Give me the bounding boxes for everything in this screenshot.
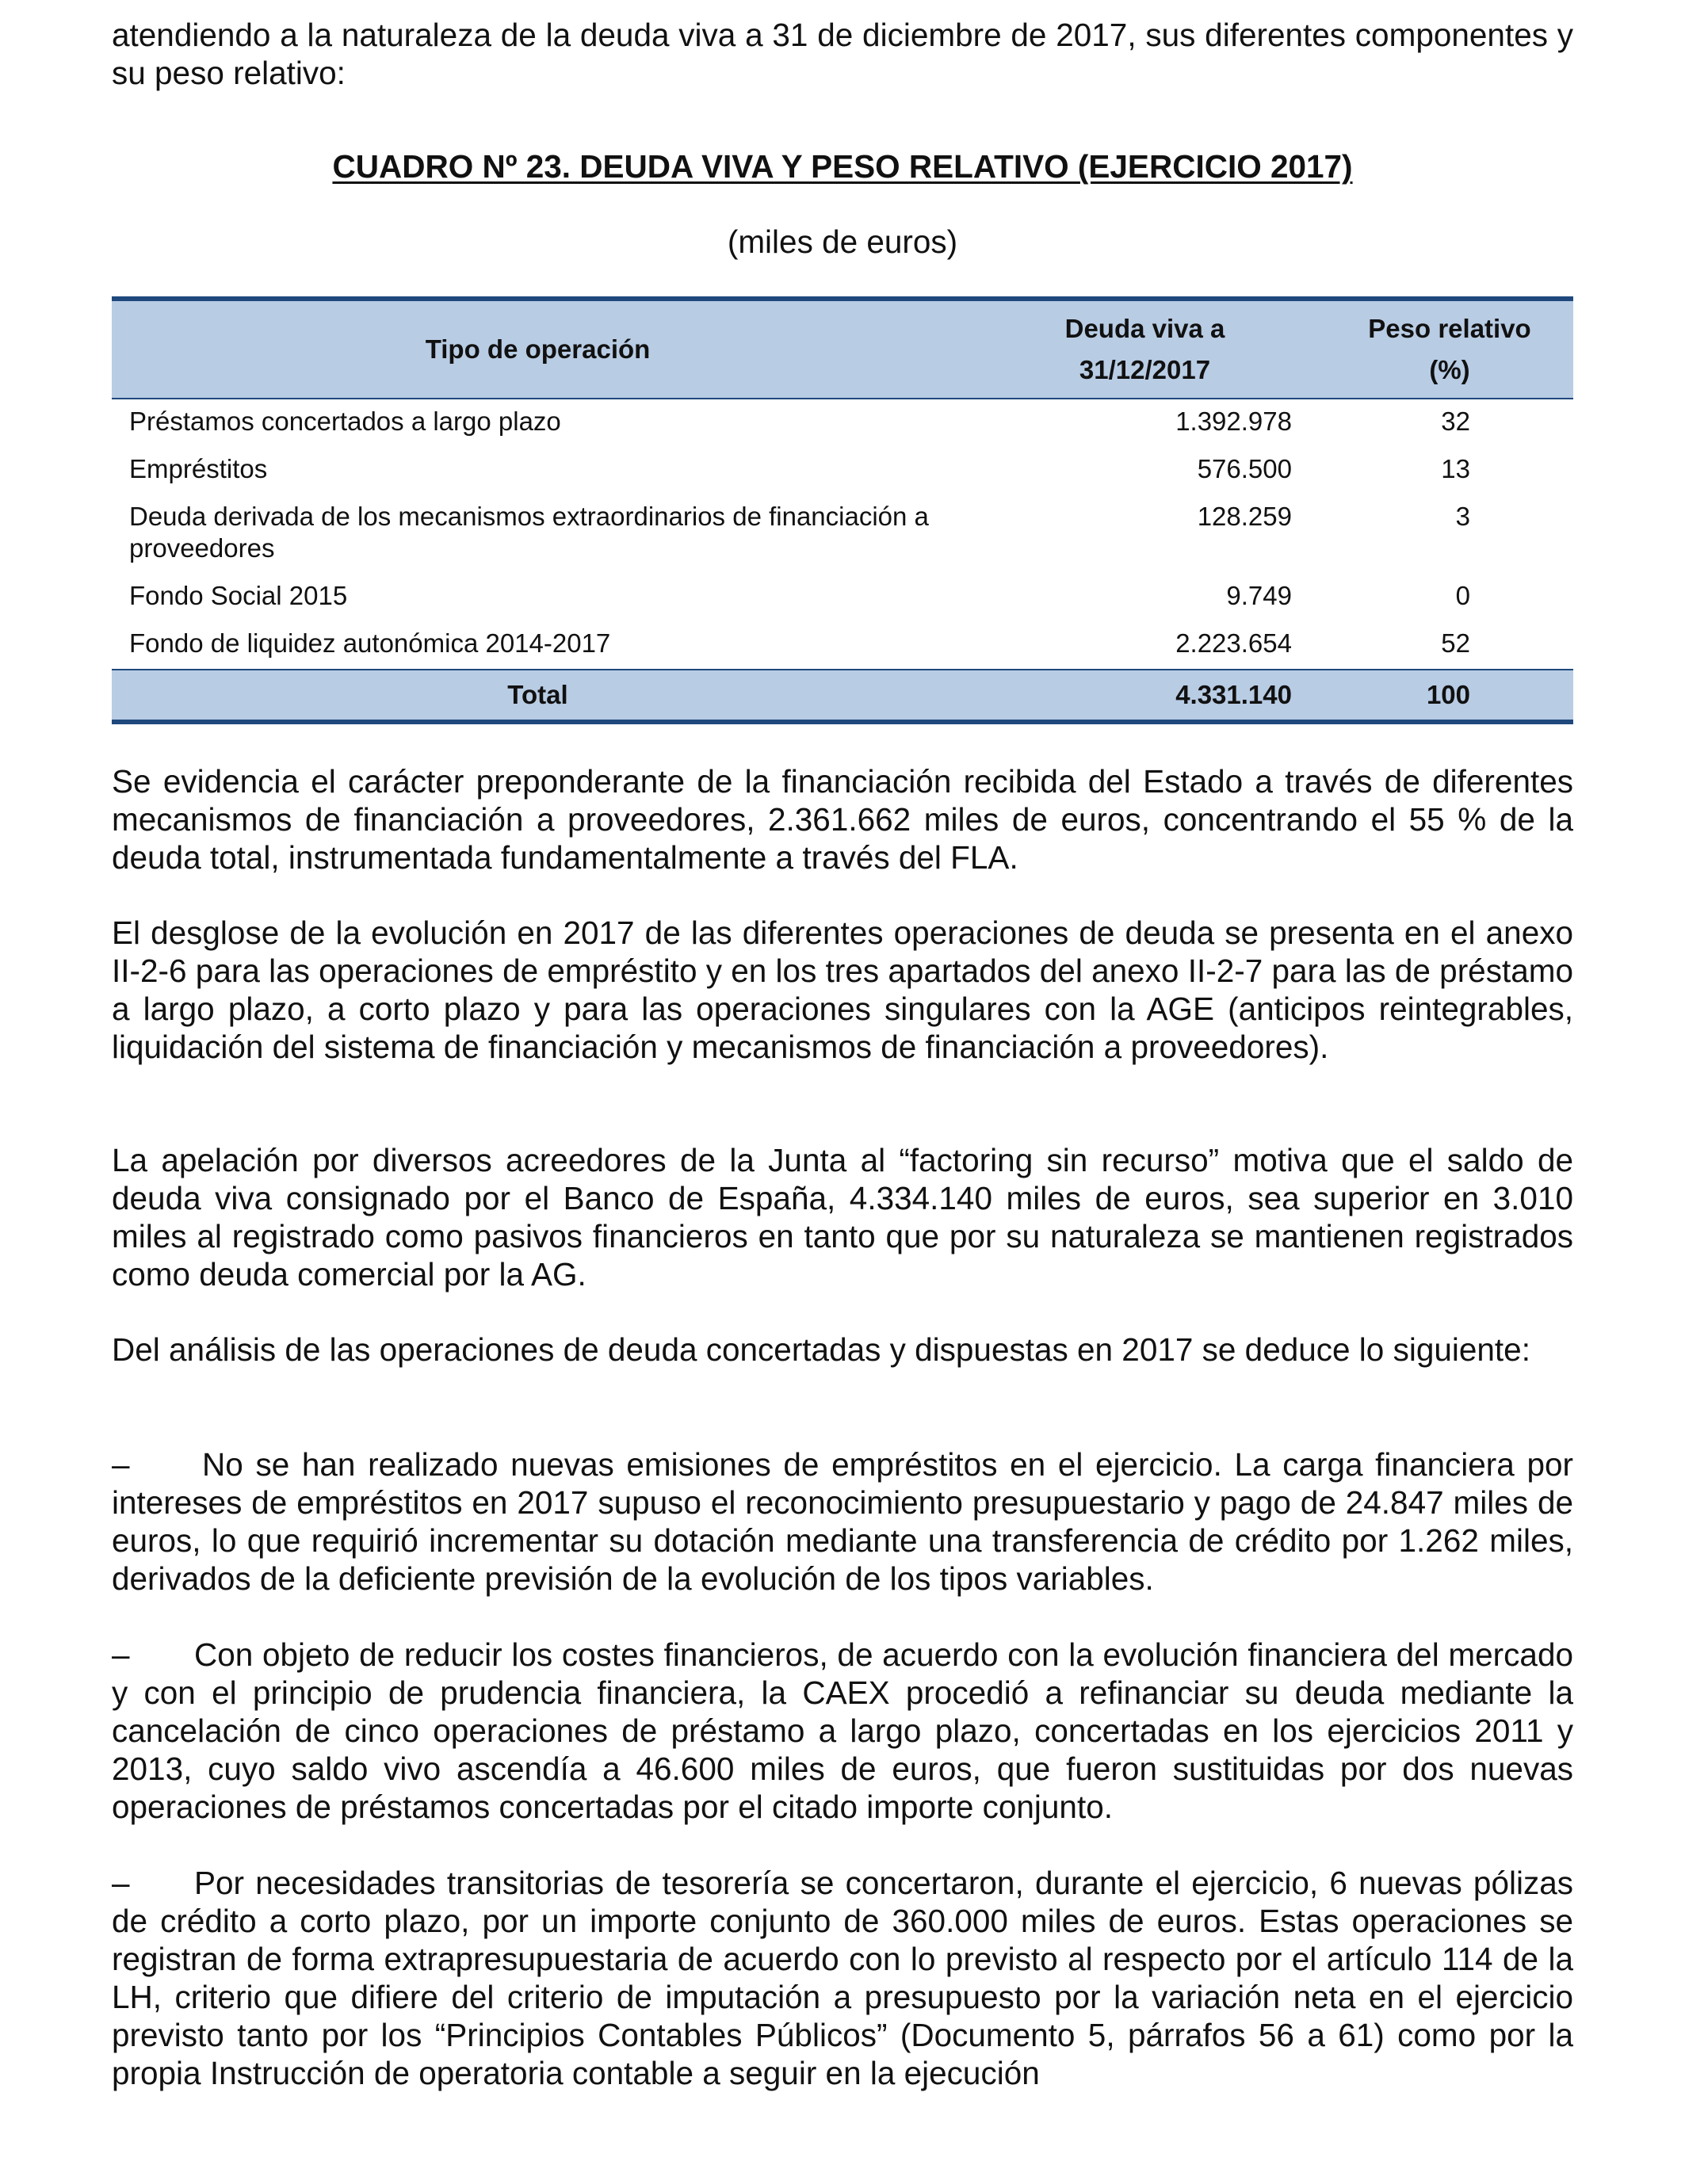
- header-weight-line2: (%): [1429, 355, 1470, 384]
- table-row: [112, 447, 1573, 494]
- row-weight: 52: [1441, 628, 1470, 658]
- total-label: Total: [112, 670, 964, 722]
- row-debt: 128.259: [1197, 502, 1292, 531]
- table-row: [112, 494, 1573, 574]
- row-weight: 32: [1441, 407, 1470, 436]
- table-unit: (miles de euros): [727, 223, 958, 260]
- table-total-row: [112, 670, 1573, 722]
- table-row: [112, 621, 1573, 670]
- paragraph-factoring: La apelación por diversos acreedores de la Junta al “factoring sin recurso” motiva que el saldo de deuda viva consignado por el Banco de España, 4.334.140 miles de euros, sea superior en 3.010 miles al registrado como pasivos financieros en tanto que por su naturaleza se mantienen registrados como deuda comercial por la AG.: [112, 1142, 1573, 1292]
- paragraph-financing: Se evidencia el carácter preponderante de la financiación recibida del Estado a través de diferentes mecanismos de financiación a proveedores, 2.361.662 miles de euros, concentrando el 55 % de la deuda total, instrumentada fundamentalmente a través del FLA.: [112, 763, 1573, 876]
- header-weight-line1: Peso relativo: [1368, 314, 1531, 343]
- row-debt: 576.500: [1197, 454, 1292, 483]
- row-weight: 13: [1441, 454, 1470, 483]
- header-debt-line2: 31/12/2017: [1079, 355, 1211, 384]
- bullet-text: No se han realizado nuevas emisiones de empréstitos en el ejercicio. La carga financiera por intereses de empréstitos en 2017 supuso el reconocimiento presupuestario y pago de 24.847 miles de euros, lo que requirió incrementar su dotación mediante una transferencia de crédito por 1.262 miles, derivados de la deficiente previsión de la evolución de los tipos variables.: [112, 1446, 1573, 1597]
- row-weight: 0: [1455, 581, 1470, 610]
- intro-paragraph: atendiendo a la naturaleza de la deuda viva a 31 de diciembre de 2017, sus diferentes componentes y su peso relativo:: [112, 17, 1573, 91]
- header-type: Tipo de operación: [112, 299, 964, 399]
- row-debt: 9.749: [1226, 581, 1292, 610]
- bullet-refinancing: [112, 1636, 1573, 1826]
- paragraph-analysis: Del análisis de las operaciones de deuda concertadas y dispuestas en 2017 se deduce lo siguiente:: [112, 1331, 1530, 1368]
- table-row: [112, 574, 1573, 621]
- table-header-row: [112, 299, 1573, 399]
- paragraph-breakdown: El desglose de la evolución en 2017 de las diferentes operaciones de deuda se presenta en el anexo II-2-6 para las operaciones de empréstito y en los tres apartados del anexo II-2-7 para las de préstamo a largo plazo, a corto plazo y para las operaciones singulares con la AGE (anticipos reintegrables, liquidación del sistema de financiación y mecanismos de financiación a proveedores).: [112, 914, 1573, 1065]
- row-weight: 3: [1455, 502, 1470, 531]
- header-debt-line1: Deuda viva a: [1064, 314, 1225, 343]
- row-label: Fondo Social 2015: [129, 581, 348, 610]
- bullet-text: Por necesidades transitorias de tesorería se concertaron, durante el ejercicio, 6 nuevas pólizas de crédito a corto plazo, por un importe conjunto de 360.000 miles de euros. Estas operaciones se registran de forma extrapresupuestaria de acuerdo con lo previsto al respecto por el artículo 114 de la LH, criterio que difiere del criterio de imputación a presupuesto por la variación neta en el ejercicio previsto tanto por los “Principios Contables Públicos” (Documento 5, párrafos 56 a 61) como por la propia Instrucción de operatoria contable a seguir en la ejecución: [112, 1865, 1573, 2091]
- row-label: Préstamos concertados a largo plazo: [129, 407, 561, 436]
- bullet-text: Con objeto de reducir los costes financieros, de acuerdo con la evolución financiera del mercado y con el principio de prudencia financiera, la CAEX procedió a refinanciar su deuda mediante la cancelación de cinco operaciones de préstamo a largo plazo, concertadas en los ejercicios 2011 y 2013, cuyo saldo vivo ascendía a 46.600 miles de euros, que fueron sustituidas por dos nuevas operaciones de préstamos concertadas por el citado importe conjunto.: [112, 1636, 1573, 1825]
- bullet-dash: –: [112, 1636, 130, 1673]
- header-debt: [964, 299, 1326, 399]
- total-weight: 100: [1326, 670, 1573, 722]
- debt-table: [112, 296, 1573, 724]
- row-label: Deuda derivada de los mecanismos extraordinarios de financiación a proveedores: [129, 502, 929, 563]
- row-label: Fondo de liquidez autonómica 2014-2017: [129, 628, 611, 658]
- row-debt: 2.223.654: [1175, 628, 1292, 658]
- bullet-dash: –: [112, 1446, 130, 1483]
- row-label: Empréstitos: [129, 454, 268, 483]
- bullet-emissions: [112, 1445, 1573, 1598]
- header-weight: [1326, 299, 1573, 399]
- bullet-dash: –: [112, 1865, 130, 1901]
- total-debt: 4.331.140: [964, 670, 1326, 722]
- table-title: CUADRO Nº 23. DEUDA VIVA Y PESO RELATIVO (EJERCICIO 2017): [332, 148, 1353, 185]
- table-row: [112, 399, 1573, 447]
- bullet-credit-policies: [112, 1864, 1573, 2092]
- row-debt: 1.392.978: [1175, 407, 1292, 436]
